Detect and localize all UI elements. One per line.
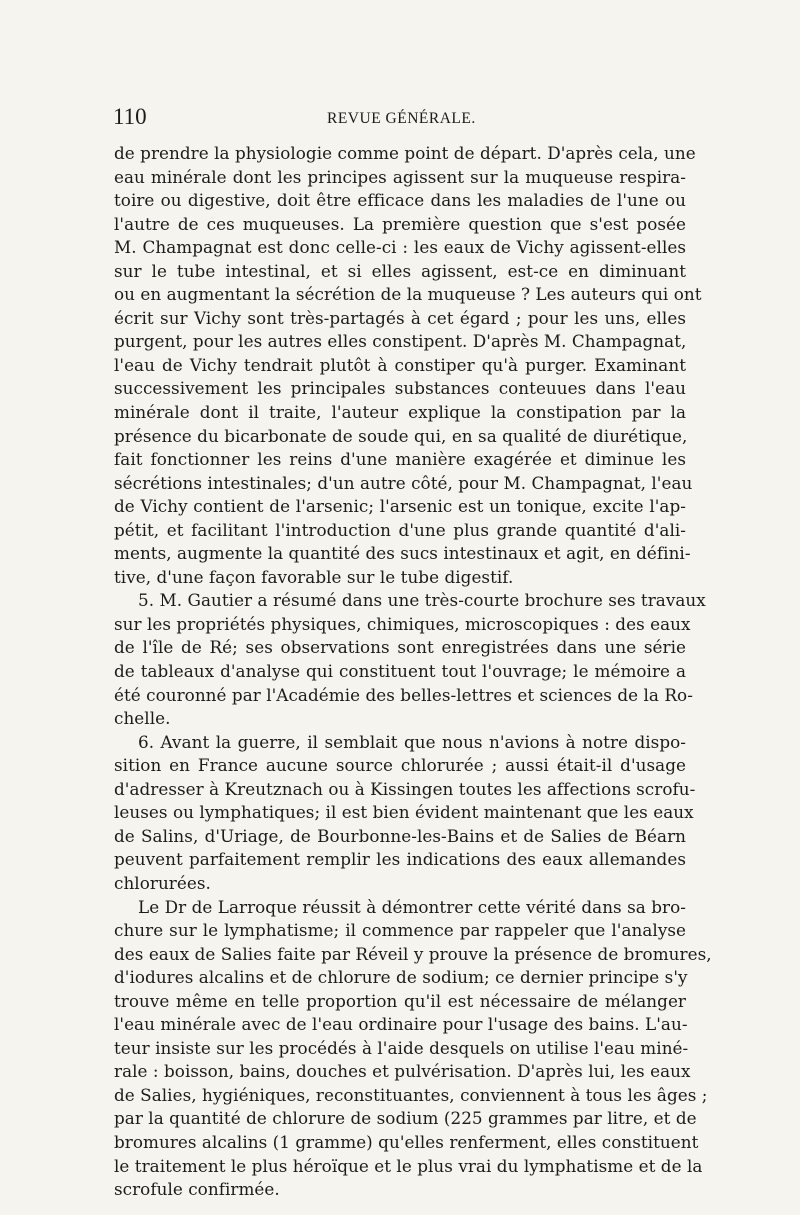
text-line: ou en augmentant la sécrétion de la muqueuse ? Les auteurs qui ont xyxy=(114,284,702,305)
text-line: de Salins, d'Uriage, de Bourbonne-les-Bains et de Salies de Béarn xyxy=(114,825,686,846)
text-line: de l'île de Ré; ses observations sont enregistrées dans une série xyxy=(114,637,686,658)
text-line: chlorurées. xyxy=(114,872,211,893)
text-line: l'eau de Vichy tendrait plutôt à constiper qu'à purger. Examinant xyxy=(114,354,686,375)
paragraph-start-line: 6. Avant la guerre, il semblait que nous n'avions à notre dispo- xyxy=(138,731,686,752)
text-line: de tableaux d'analyse qui constituent tout l'ouvrage; le mémoire a xyxy=(114,661,686,682)
text-line: bromures alcalins (1 gramme) qu'elles renferment, elles constituent xyxy=(114,1131,699,1152)
text-line: peuvent parfaitement remplir les indications des eaux allemandes xyxy=(114,849,686,870)
text-line: tive, d'une façon favorable sur le tube digestif. xyxy=(114,566,514,587)
text-line: d'adresser à Kreutznach ou à Kissingen toutes les affections scrofu- xyxy=(114,778,696,799)
text-line: scrofule confirmée. xyxy=(114,1179,280,1200)
text-line: successivement les principales substances conteuues dans l'eau xyxy=(114,378,686,399)
text-line: été couronné par l'Académie des belles-lettres et sciences de la Ro- xyxy=(114,684,693,705)
text-line: eau minérale dont les principes agissent sur la muqueuse respira- xyxy=(114,166,686,187)
text-line: l'eau minérale avec de l'eau ordinaire pour l'usage des bains. L'au- xyxy=(114,1014,688,1035)
text-line: l'autre de ces muqueuses. La première question que s'est posée xyxy=(114,213,686,234)
text-line: teur insiste sur les procédés à l'aide desquels on utilise l'eau miné- xyxy=(114,1037,689,1058)
text-line: de Vichy contient de l'arsenic; l'arsenic est un tonique, excite l'ap- xyxy=(114,496,686,517)
text-line: purgent, pour les autres elles constipent. D'après M. Champagnat, xyxy=(114,331,687,352)
text-line: fait fonctionner les reins d'une manière exagérée et diminue les xyxy=(114,449,686,470)
text-line: chure sur le lymphatisme; il commence par rappeler que l'analyse xyxy=(114,920,686,941)
text-line: M. Champagnat est donc celle-ci : les eaux de Vichy agissent-elles xyxy=(114,237,686,258)
text-line: d'iodures alcalins et de chlorure de sodium; ce dernier principe s'y xyxy=(114,967,688,988)
text-line: par la quantité de chlorure de sodium (225 grammes par litre, et de xyxy=(114,1108,697,1129)
page-number: 110 xyxy=(113,104,147,129)
text-line: leuses ou lymphatiques; il est bien évident maintenant que les eaux xyxy=(114,802,694,823)
text-line: chelle. xyxy=(114,708,171,729)
text-line: sur les propriétés physiques, chimiques, microscopiques : des eaux xyxy=(114,613,691,634)
text-line: de Salies, hygiéniques, reconstituantes, conviennent à tous les âges ; xyxy=(114,1084,708,1105)
text-line: rale : boisson, bains, douches et pulvérisation. D'après lui, les eaux xyxy=(114,1061,691,1082)
text-line: pétit, et facilitant l'introduction d'une plus grande quantité d'ali- xyxy=(114,519,686,540)
paragraph-start-line: Le Dr de Larroque réussit à démontrer cette vérité dans sa bro- xyxy=(138,896,686,917)
running-header xyxy=(113,104,688,130)
text-line: ments, augmente la quantité des sucs intestinaux et agit, en défini- xyxy=(114,543,691,564)
text-line: sécrétions intestinales; d'un autre côté, pour M. Champagnat, l'eau xyxy=(114,472,693,493)
text-line: sur le tube intestinal, et si elles agissent, est-ce en diminuant xyxy=(114,260,686,281)
text-line: des eaux de Salies faite par Réveil y prouve la présence de bromures, xyxy=(114,943,712,964)
text-line: minérale dont il traite, l'auteur explique la constipation par la xyxy=(114,402,686,423)
body-text xyxy=(114,142,712,1202)
text-line: écrit sur Vichy sont très-partagés à cet égard ; pour les uns, elles xyxy=(114,307,686,328)
text-line: le traitement le plus héroïque et le plus vrai du lymphatisme et de la xyxy=(114,1155,703,1176)
text-line: sition en France aucune source chlorurée ; aussi était-il d'usage xyxy=(114,755,686,776)
text-line: de prendre la physiologie comme point de départ. D'après cela, une xyxy=(114,143,696,163)
journal-title: REVUE GÉNÉRALE. xyxy=(327,110,476,127)
text-line: toire ou digestive, doit être efficace dans les maladies de l'une ou xyxy=(114,190,686,211)
text-line: présence du bicarbonate de soude qui, en sa qualité de diurétique, xyxy=(114,425,688,446)
paragraph-start-line: 5. M. Gautier a résumé dans une très-courte brochure ses travaux xyxy=(138,590,706,611)
text-line: trouve même en telle proportion qu'il est nécessaire de mélanger xyxy=(114,990,686,1011)
